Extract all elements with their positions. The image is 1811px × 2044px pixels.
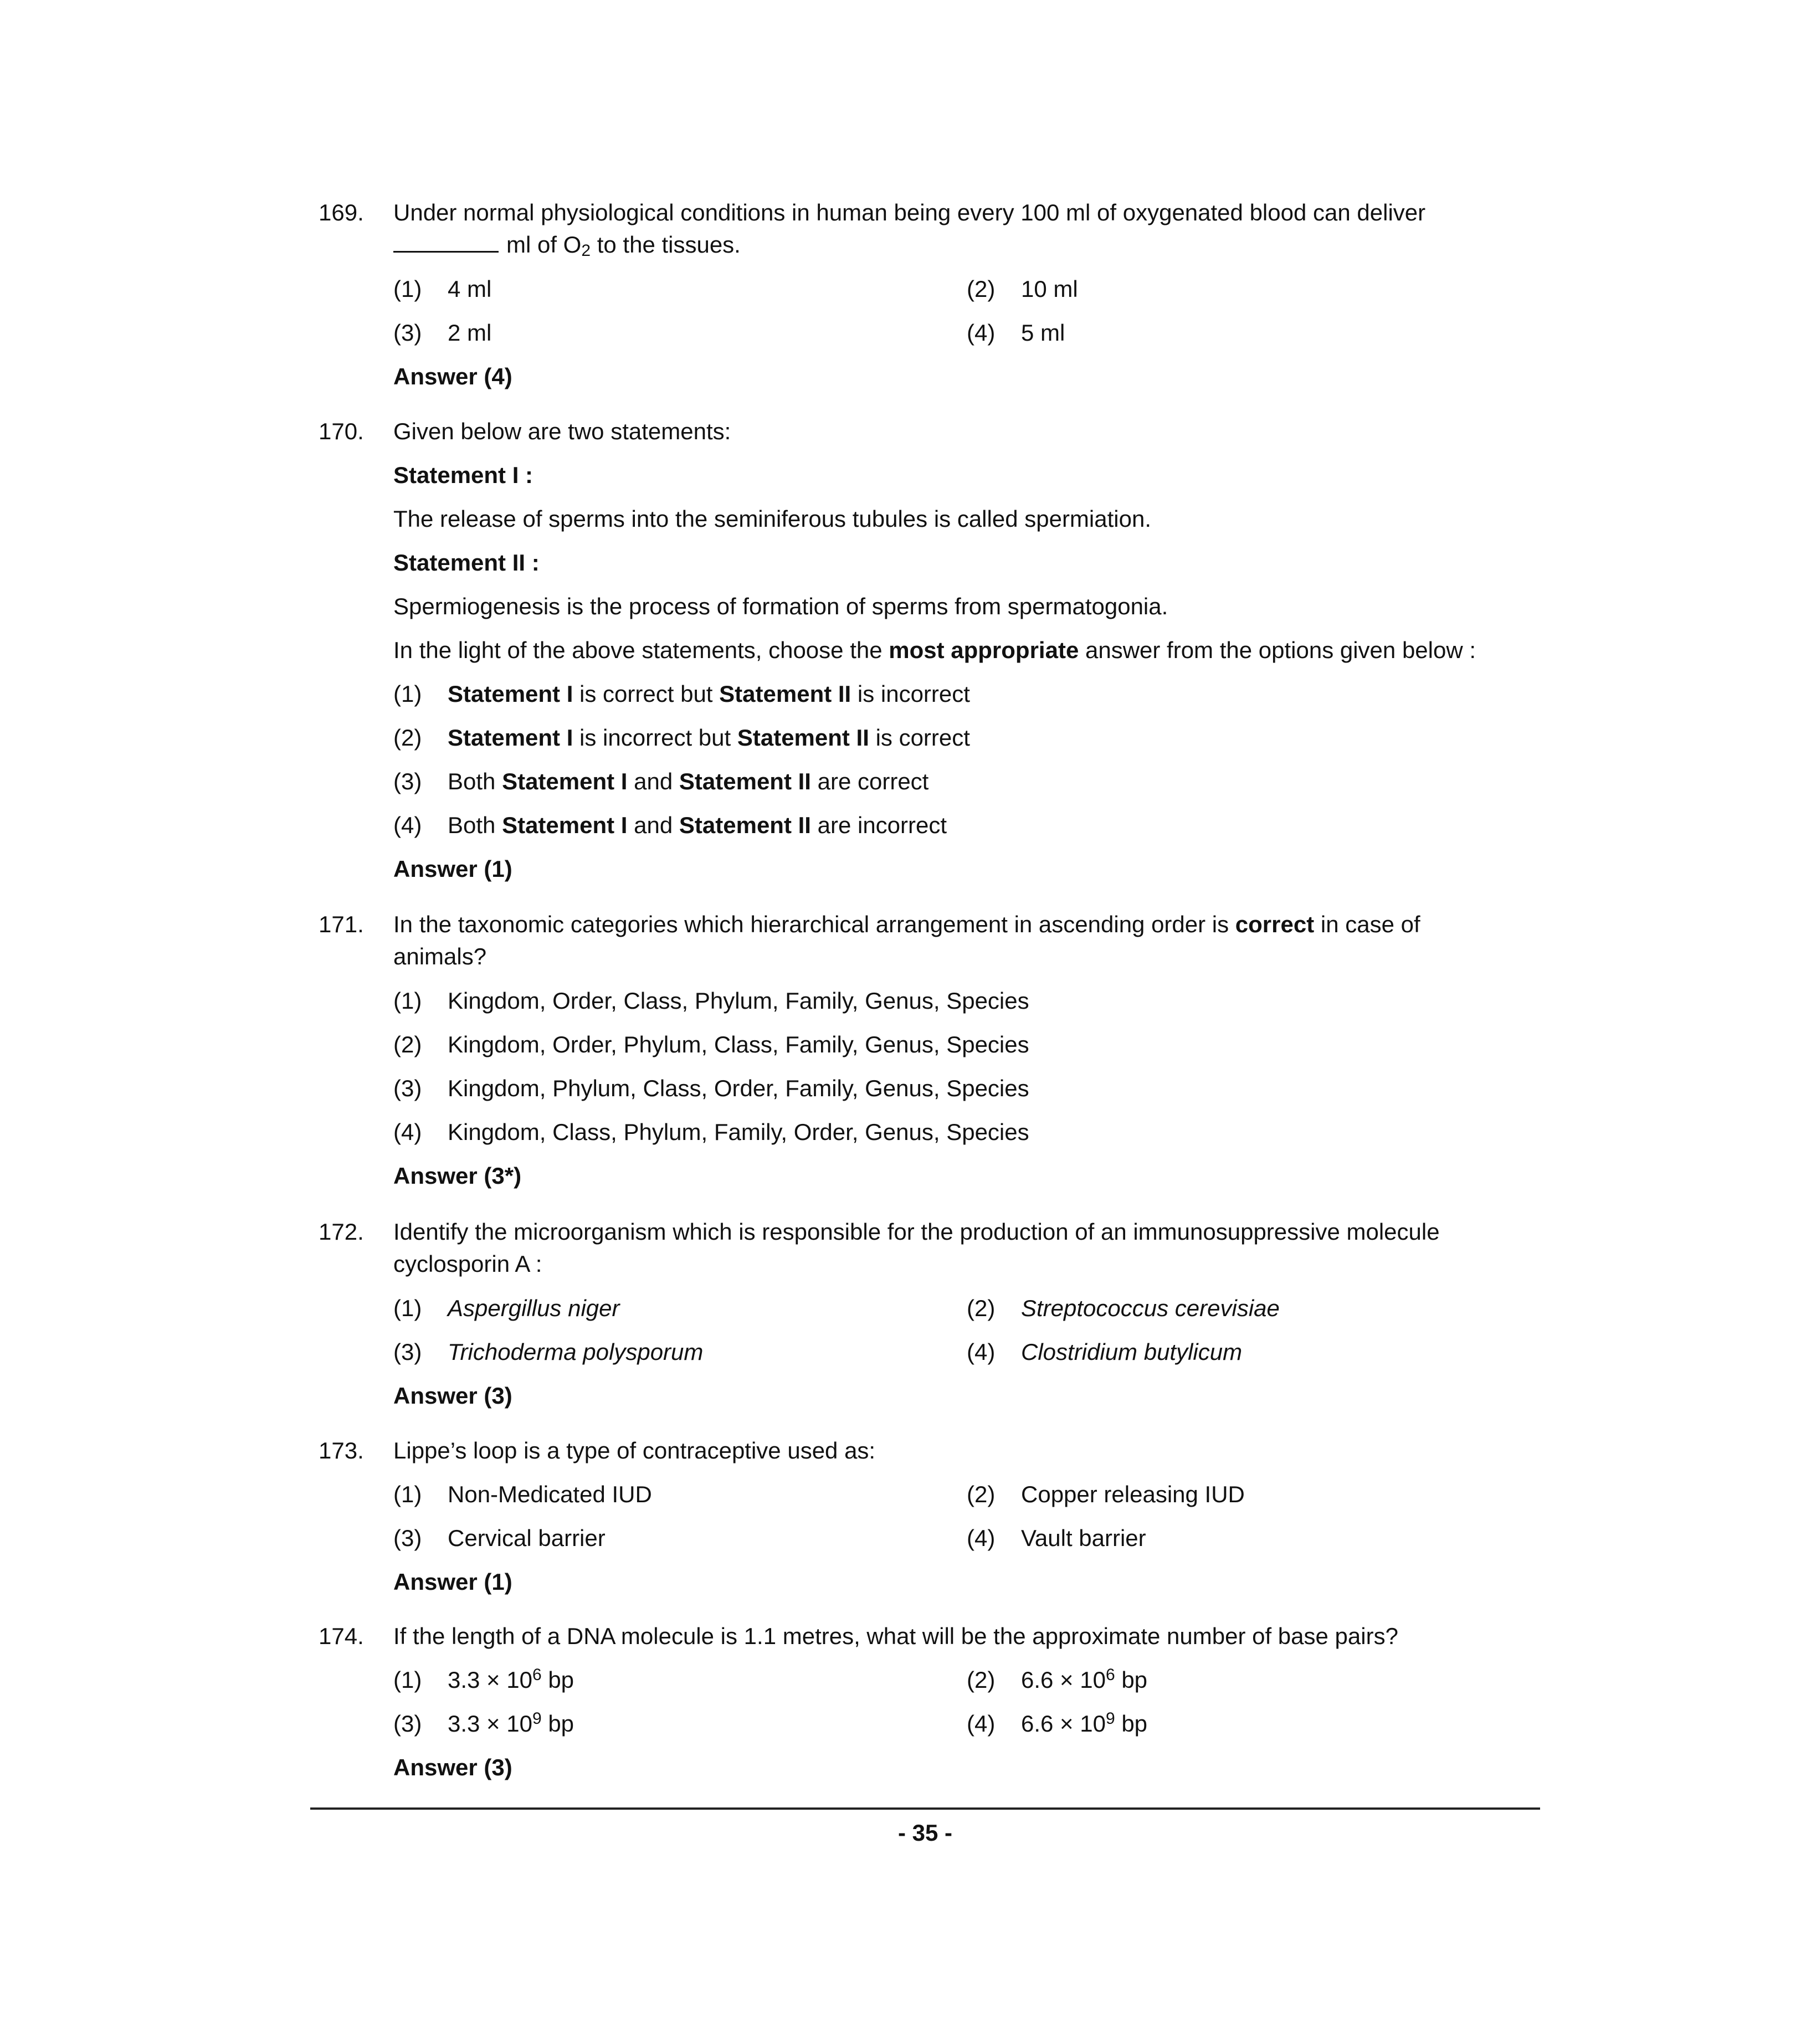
question-number: 174. <box>319 1623 364 1649</box>
option-row <box>393 1664 1573 1696</box>
option-row <box>393 1708 1573 1740</box>
option-1: (1) $3.3 \times 10^6$ bp <box>393 1666 574 1693</box>
question-number: 171. <box>319 911 364 937</box>
option-row <box>393 1478 1573 1511</box>
option-row <box>393 1522 1573 1554</box>
option-1: (1) 4 ml <box>393 276 492 302</box>
statement-1-text: The release of sperms into the seminiferous tubules is called spermiation. <box>393 506 1151 532</box>
question-stem: Given below are two statements: <box>393 418 731 444</box>
option-row <box>393 317 1573 349</box>
question-stem: Identify the microorganism which is responsible for the production of an immunosuppressive molecule cyclosporin A : <box>393 1219 1440 1277</box>
option-2: (2) Copper releasing IUD <box>967 1481 1245 1507</box>
option-3: (3) Both Statement I and Statement II are correct <box>393 768 929 794</box>
option-1: (1) Statement I is correct but Statement II is incorrect <box>393 681 970 707</box>
answer-label: Answer (4) <box>393 363 512 389</box>
option-row <box>393 273 1573 305</box>
option-4: (4) $6.6 \times 10^9$ bp <box>967 1709 1148 1737</box>
question-number: 170. <box>319 418 364 444</box>
option-2: (2) Kingdom, Order, Phylum, Class, Family, Genus, Species <box>393 1031 1029 1057</box>
option-3: (3) $3.3 \times 10^9$ bp <box>393 1709 574 1737</box>
page-number: - 35 - <box>897 1820 953 1846</box>
answer-label: Answer (3*) <box>393 1163 522 1189</box>
question-stem: If the length of a DNA molecule is 1.1 metres, what will be the approximate number of base pairs? <box>393 1623 1398 1649</box>
answer-label: Answer (1) <box>393 856 512 882</box>
option-1: (1) Non-Medicated IUD <box>393 1481 652 1507</box>
option-4: (4) 5 ml <box>967 320 1065 346</box>
option-4: (4) Both Statement I and Statement II are incorrect <box>393 812 947 838</box>
option-3: (3) Trichoderma polysporum <box>393 1339 704 1365</box>
instruction-text: In the light of the above statements, choose the most appropriate answer from the options given below : <box>393 637 1476 663</box>
option-1: (1) Aspergillus niger <box>393 1295 620 1321</box>
question-number: 173. <box>319 1437 364 1463</box>
fill-blank <box>393 232 499 253</box>
option-2: (2) Statement I is incorrect but Statement II is correct <box>393 725 970 751</box>
option-3: (3) Kingdom, Phylum, Class, Order, Family, Genus, Species <box>393 1075 1029 1101</box>
question-stem: Under normal physiological conditions in human being every 100 ml of oxygenated blood can deliver ml of $O_2$ to the tissues. <box>393 199 1426 260</box>
statement-1-heading: Statement I : <box>393 462 533 488</box>
option-1: (1) Kingdom, Order, Class, Phylum, Family, Genus, Species <box>393 988 1029 1014</box>
option-4: (4) Kingdom, Class, Phylum, Family, Order, Genus, Species <box>393 1119 1029 1145</box>
option-2: (2) $6.6 \times 10^6$ bp <box>967 1666 1148 1693</box>
statement-2-heading: Statement II : <box>393 549 540 576</box>
question-stem: Lippe’s loop is a type of contraceptive used as: <box>393 1437 876 1463</box>
question-number: 169. <box>319 199 364 225</box>
option-row <box>393 1336 1573 1368</box>
option-2: (2) Streptococcus cerevisiae <box>967 1295 1280 1321</box>
question-stem: In the taxonomic categories which hierarchical arrangement in ascending order is correct in case of animals? <box>393 911 1420 969</box>
option-4: (4) Vault barrier <box>967 1525 1146 1551</box>
option-row <box>393 1292 1573 1324</box>
answer-label: Answer (3) <box>393 1383 512 1409</box>
answer-label: Answer (3) <box>393 1754 512 1780</box>
statement-2-text: Spermiogenesis is the process of formation of sperms from spermatogonia. <box>393 593 1168 619</box>
question-number: 172. <box>319 1219 364 1245</box>
option-3: (3) 2 ml <box>393 320 492 346</box>
option-4: (4) Clostridium butylicum <box>967 1339 1243 1365</box>
answer-label: Answer (1) <box>393 1569 512 1595</box>
footer-rule <box>310 1807 1540 1810</box>
option-3: (3) Cervical barrier <box>393 1525 606 1551</box>
option-2: (2) 10 ml <box>967 276 1078 302</box>
